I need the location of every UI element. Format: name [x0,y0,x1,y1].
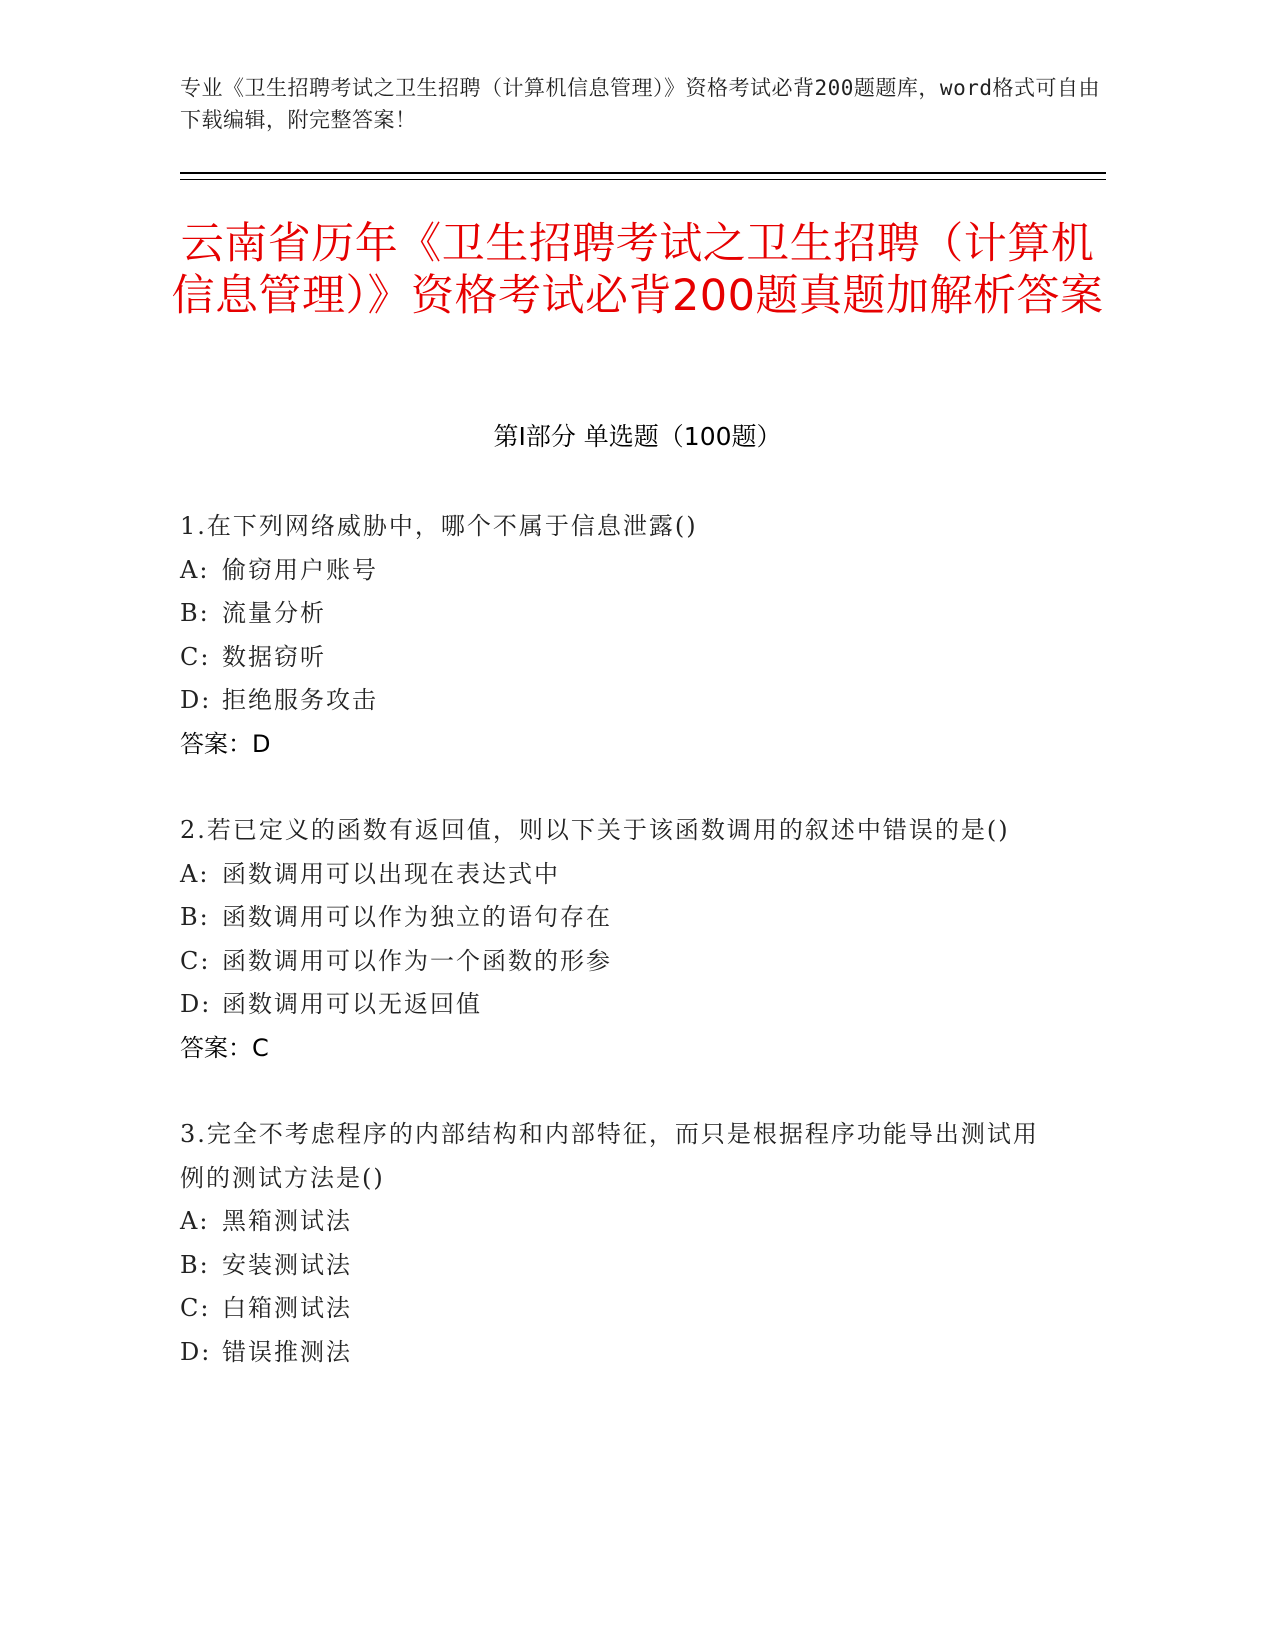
option-text: 偷窃用户账号 [222,555,378,584]
header-note: 专业《卫生招聘考试之卫生招聘（计算机信息管理）》资格考试必背200题题库，word格式可自由下载编辑，附完整答案！ [180,76,1100,132]
question-stem: 1.在下列网络威胁中，哪个不属于信息泄露() [180,512,698,540]
question-2 [180,809,1060,1070]
option-key: B: [180,599,210,627]
option-text: 黑箱测试法 [222,1207,352,1235]
option-key: C: [180,946,211,975]
option-key: D: [180,686,212,714]
option-c [180,636,1060,680]
option-key: A: [180,555,210,584]
option-key: C: [180,1294,211,1322]
option-text: 数据窃听 [222,642,326,671]
option-text: 流量分析 [222,599,326,627]
option-key: C: [180,642,211,671]
question-1 [180,505,1060,766]
option-key: B: [180,903,210,931]
answer-line: 答案：D [180,729,271,758]
option-text: 函数调用可以作为一个函数的形参 [222,946,612,975]
question-3 [180,1113,1060,1374]
option-key: D: [180,1337,212,1366]
option-a [180,1200,1060,1244]
option-text: 函数调用可以作为独立的语句存在 [222,903,612,931]
option-key: B: [180,1250,210,1279]
option-b [180,896,1060,940]
option-b [180,1244,1060,1288]
section-heading: 第Ⅰ部分 单选题（100题） [493,422,782,451]
question-stem: 3.完全不考虑程序的内部结构和内部特征，而只是根据程序功能导出测试用例的测试方法是() [180,1120,1039,1192]
option-text: 拒绝服务攻击 [222,686,378,714]
option-text: 安装测试法 [222,1250,352,1279]
option-key: A: [180,859,210,888]
option-d [180,679,1060,723]
option-key: A: [180,1207,210,1235]
option-text: 函数调用可以出现在表达式中 [222,859,560,888]
document-title: 云南省历年《卫生招聘考试之卫生招聘（计算机信息管理）》资格考试必背200题真题加解析答案 [171,219,1104,321]
option-d [180,1331,1060,1375]
question-list [180,505,1060,1417]
option-text: 白箱测试法 [222,1294,352,1322]
option-a [180,549,1060,593]
option-c [180,940,1060,984]
option-c [180,1287,1060,1331]
answer-line: 答案：C [180,1033,269,1062]
option-d [180,983,1060,1027]
option-text: 函数调用可以无返回值 [222,990,482,1018]
option-text: 错误推测法 [222,1337,352,1366]
header-divider-thin [180,179,1106,180]
option-b [180,592,1060,636]
option-a [180,853,1060,897]
question-stem: 2.若已定义的函数有返回值，则以下关于该函数调用的叙述中错误的是() [180,816,1010,844]
option-key: D: [180,990,212,1018]
header-divider-thick [180,172,1106,174]
